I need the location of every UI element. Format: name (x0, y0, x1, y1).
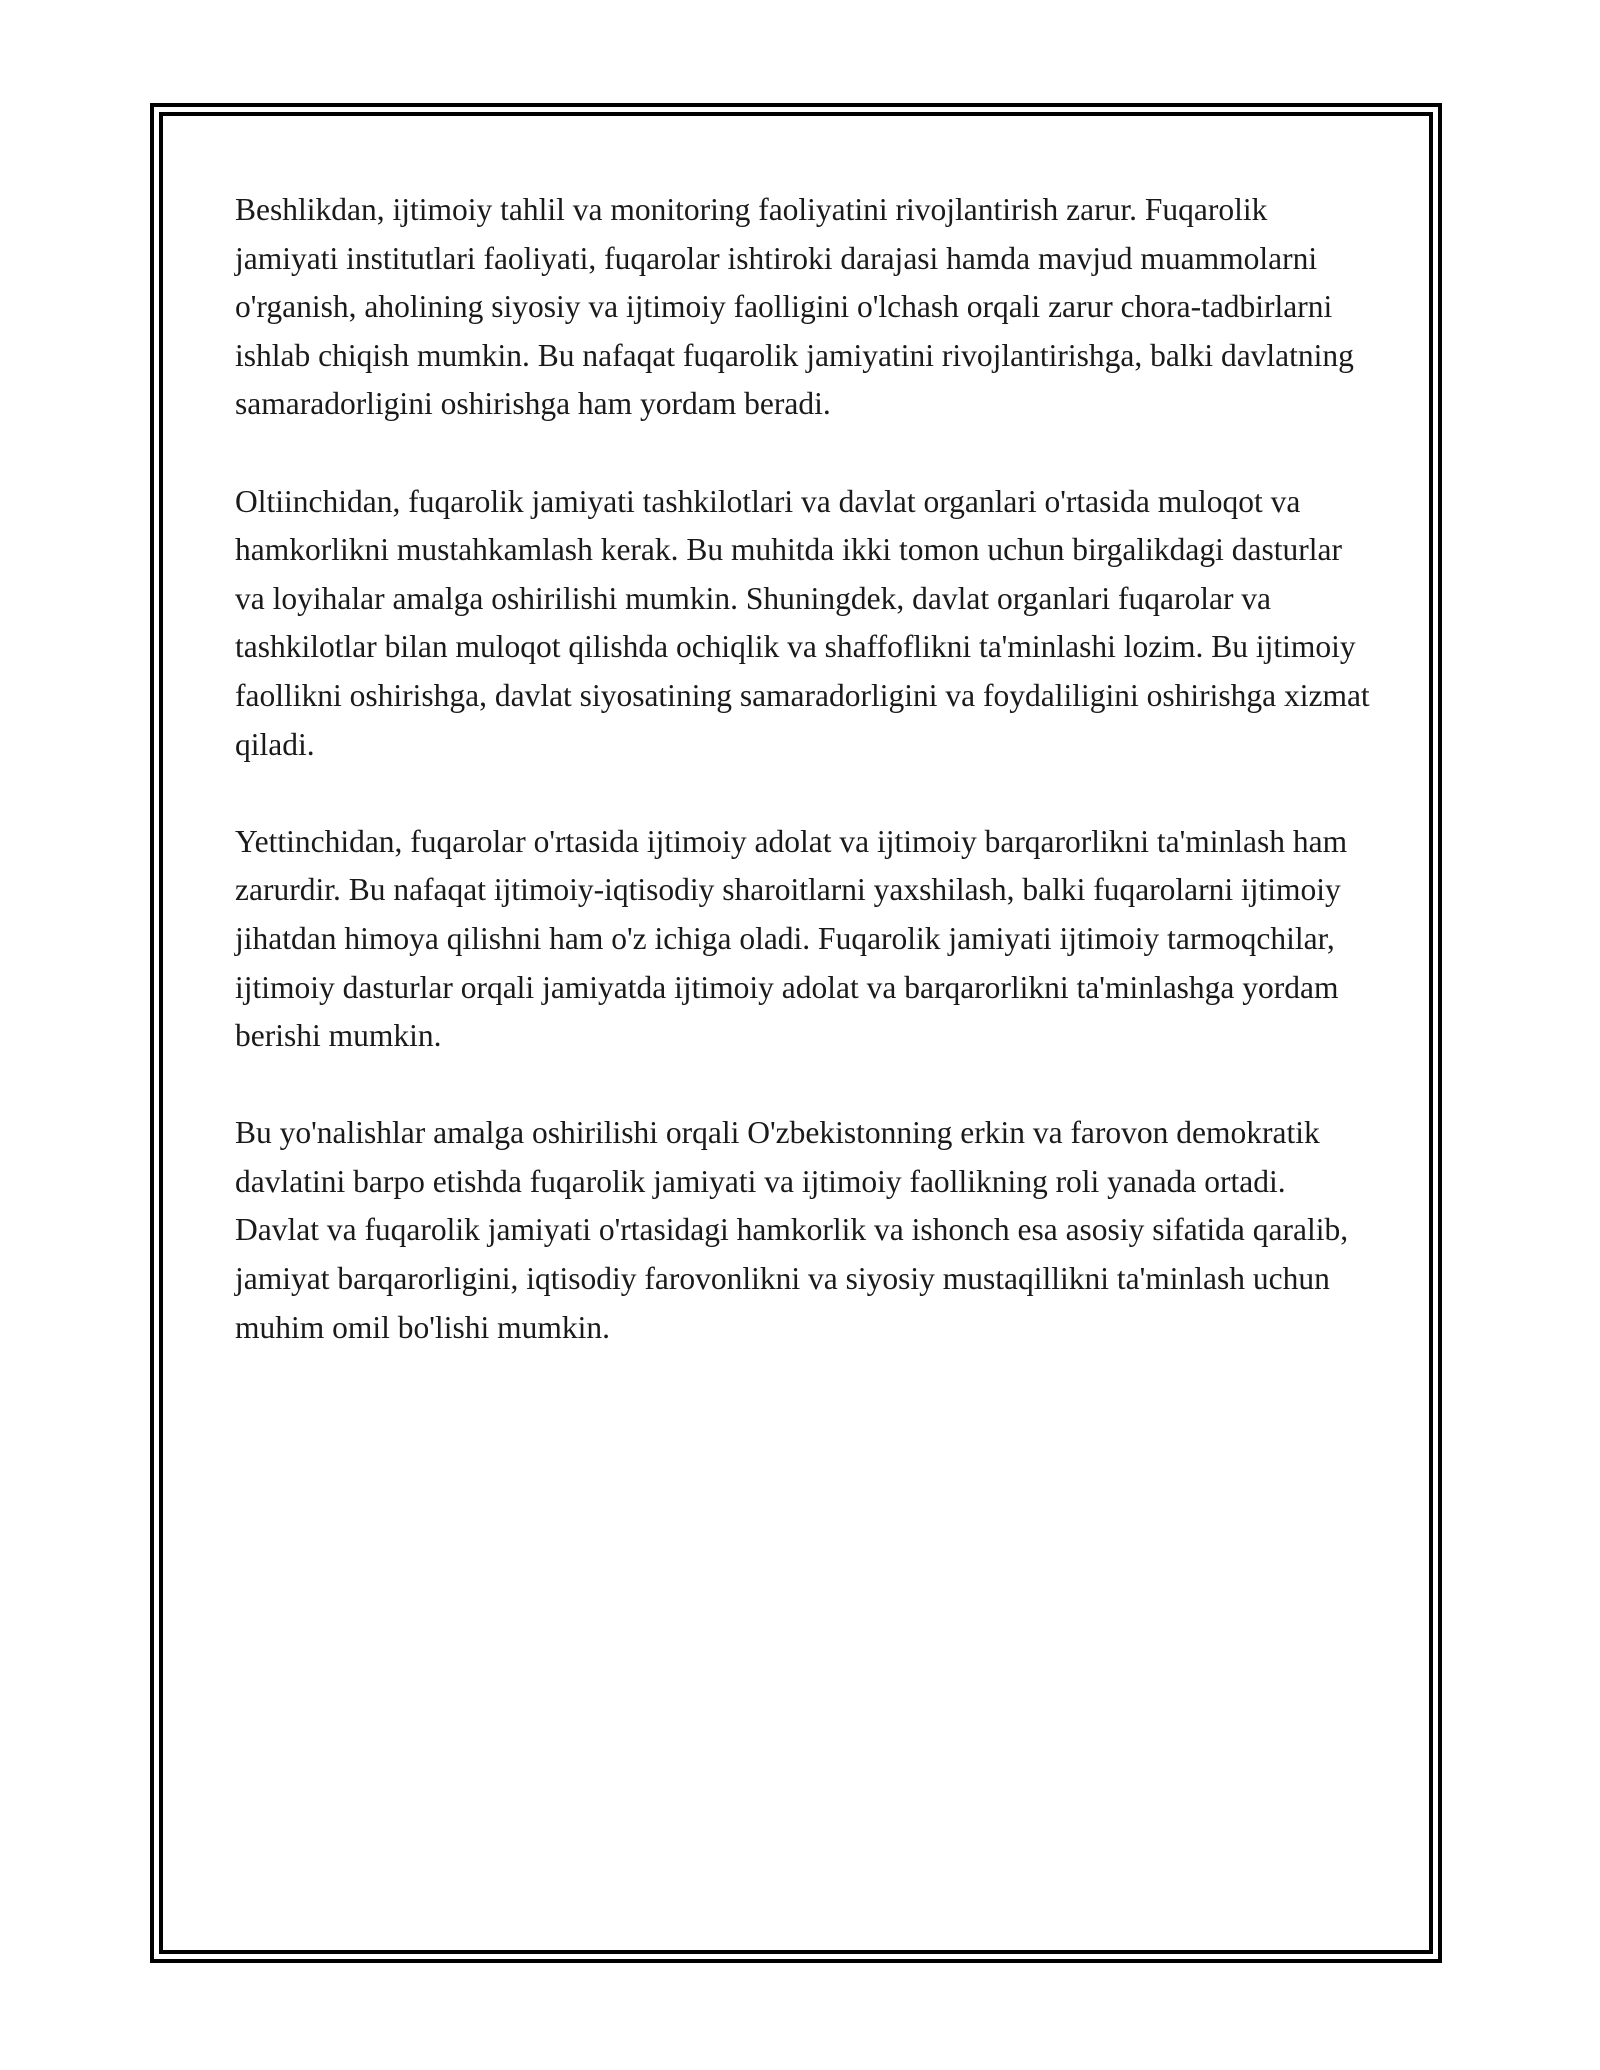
paragraph-yettinchidan: Yettinchidan, fuqarolar o'rtasida ijtimoiy adolat va ijtimoiy barqarorlikni ta'minlash ham zarurdir. Bu nafaqat ijtimoiy-iqtisodiy sharoitlarni yaxshilash, balki fuqarolarni ijtimoiy jihatdan himoya qilishni ham o'z ichiga oladi. Fuqarolik jamiyati ijtimoiy tarmoqchilar, ijtimoiy dasturlar orqali jamiyatda ijtimoiy adolat va barqarorlikni ta'minlashga yordam berishi mumkin. (235, 823, 1348, 1054)
paragraph-oltiinchidan: Oltiinchidan, fuqarolik jamiyati tashkilotlari va davlat organlari o'rtasida muloqot va hamkorlikni mustahkamlash kerak. Bu muhitda ikki tomon uchun birgalikdagi dasturlar va loyihalar amalga oshirilishi mumkin. Shuningdek, davlat organlari fuqarolar va tashkilotlar bilan muloqot qilishda ochiqlik va shaffoflikni ta'minlashi lozim. Bu ijtimoiy faollikni oshirishga, davlat siyosatining samaradorligini va foydaliligini oshirishga xizmat qiladi. (235, 483, 1370, 762)
paragraph-beshlikdan: Beshlikdan, ijtimoiy tahlil va monitoring faoliyatini rivojlantirish zarur. Fuqarolik jamiyati institutlari faoliyati, fuqarolar ishtiroki darajasi hamda mavjud muammolarni o'rganish, aholining siyosiy va ijtimoiy faolligini o'lchash orqali zarur chora-tadbirlarni ishlab chiqish mumkin. Bu nafaqat fuqarolik jamiyatini rivojlantirishga, balki davlatning samaradorligini oshirishga ham yordam beradi. (235, 192, 1354, 422)
document-body (235, 186, 1375, 1401)
paragraph-conclusion: Bu yo'nalishlar amalga oshirilishi orqali O'zbekistonning erkin va farovon demokratik davlatini barpo etishda fuqarolik jamiyati va ijtimoiy faollikning roli yanada ortadi. Davlat va fuqarolik jamiyati o'rtasidagi hamkorlik va ishonch esa asosiy sifatida qaralib, jamiyat barqarorligini, iqtisodiy farovonlikni va siyosiy mustaqillikni ta'minlash uchun muhim omil bo'lishi mumkin. (235, 1115, 1349, 1345)
